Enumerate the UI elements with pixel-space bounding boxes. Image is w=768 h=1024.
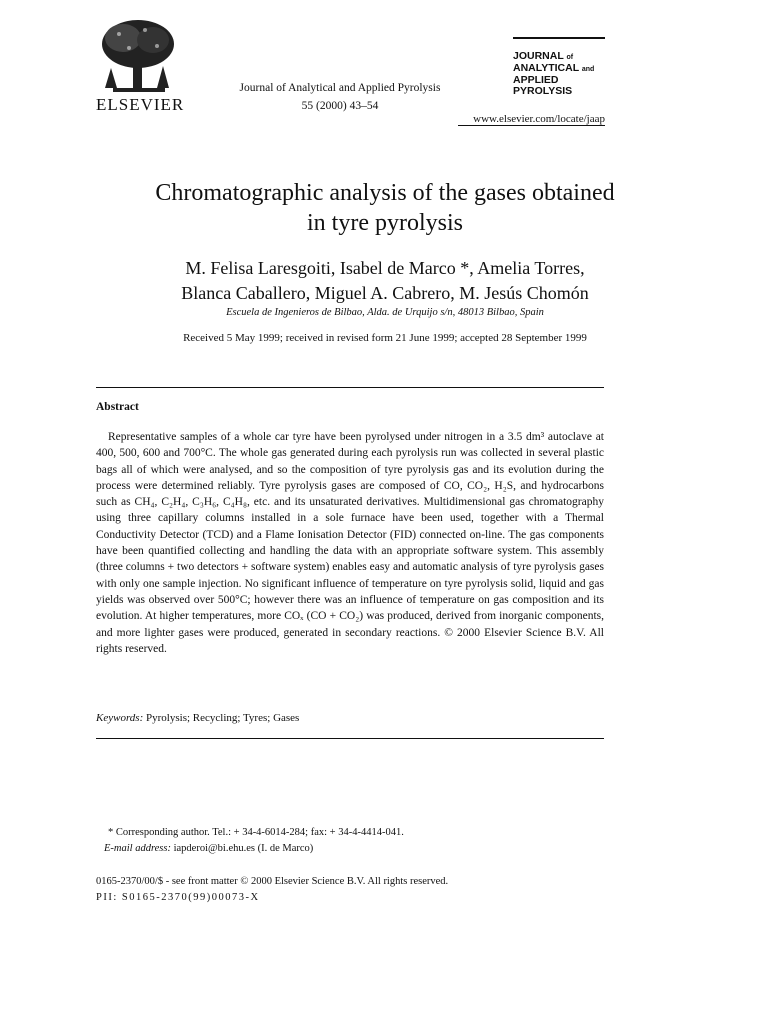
- article-title: [60, 178, 710, 238]
- author-list: [60, 256, 710, 306]
- brand-rule: [513, 37, 605, 39]
- received-dates: Received 5 May 1999; received in revised form 21 June 1999; accepted 28 September 1999: [183, 332, 587, 344]
- journal-citation: [180, 79, 500, 115]
- brand-of: of: [566, 54, 574, 61]
- brand-and: and: [581, 66, 595, 73]
- abstract-heading: Abstract: [96, 401, 139, 413]
- issn-line: 0165-2370/00/$ - see front matter © 2000 Elsevier Science B.V. All rights reserved.: [96, 876, 449, 887]
- keywords-label: Keywords:: [96, 712, 144, 724]
- brand-analytical: ANALYTICAL: [513, 62, 579, 74]
- abstract-text: Representative samples of a whole car tyre have been pyrolysed under nitrogen in a 3.5 dm³ autoclave at 400, 500, 600 and 700°C. The whole gas generated during each pyrolysis run was collected in several plastic bags all of which were analysed, and so the composition of tyre pyrolysis gas and its evolution during the process were determined reliably. Tyre pyrolysis gases are composed of CO, CO₂, H₂S, and hydrocarbons such as CH₄, C₂H₄, C₃H₆, C₄H₈, etc. and its unsaturated derivatives. Multidimensional gas chromatography using three capillary columns installed in a sole furnace have been used, together with a Thermal Conductivity Detector (TCD) and a Flame Ionisation Detector (FID) connected on-line. The gas components have been quantified collecting and handling the data with an appropriate software system. This assembly (three columns + two detectors + software system) enables easy and automatic analysis of tyre pyrolysis gases with only one sample injection. No significant influence of temperature on tyre pyrolysis solid, liquid and gas yields was observed over 500°C; however there was an influence of temperature on gas composition and its evolution. At higher temperatures, more COₓ (CO + CO₂) was produced, derived from inorganic components, and more lighter gases were produced, generated in secondary reactions. © 2000 Elsevier Science B.V. All rights reserved.: [96, 431, 604, 655]
- journal-brand: [513, 51, 609, 97]
- top-divider: [96, 387, 604, 388]
- elsevier-tree-logo: [93, 16, 183, 96]
- copyright-block: [96, 874, 448, 906]
- brand-applied-pyrolysis: APPLIED PYROLYSIS: [513, 74, 573, 97]
- email-address[interactable]: iapderoi@bi.ehu.es (I. de Marco): [173, 843, 314, 854]
- corresponding-author-footnote: [96, 825, 604, 857]
- publisher-name: ELSEVIER: [96, 95, 185, 114]
- authors-line-1: M. Felisa Laresgoiti, Isabel de Marco *, Amelia Torres,: [185, 258, 585, 278]
- title-line-1: Chromatographic analysis of the gases obtained: [155, 180, 615, 206]
- corresponding-author: * Corresponding author. Tel.: + 34-4-6014-284; fax: + 34-4-4414-041.: [108, 827, 404, 838]
- keywords: [96, 712, 299, 724]
- url-rule: [458, 125, 605, 126]
- keywords-value: Pyrolysis; Recycling; Tyres; Gases: [146, 712, 300, 724]
- email-label: E-mail address:: [104, 843, 171, 854]
- journal-url[interactable]: www.elsevier.com/locate/jaap: [473, 113, 605, 125]
- bottom-divider: [96, 738, 604, 739]
- affiliation: Escuela de Ingenieros de Bilbao, Alda. de Urquijo s/n, 48013 Bilbao, Spain: [226, 307, 544, 318]
- abstract-body: [96, 429, 604, 657]
- journal-volume: 55 (2000) 43–54: [301, 100, 379, 112]
- journal-name: Journal of Analytical and Applied Pyrolysis: [239, 82, 441, 94]
- authors-line-2: Blanca Caballero, Miguel A. Cabrero, M. Jesús Chomón: [181, 283, 589, 303]
- brand-journal: JOURNAL: [513, 50, 564, 62]
- pii-line: PII: S0165-2370(99)00073-X: [96, 892, 260, 903]
- title-line-2: in tyre pyrolysis: [307, 210, 463, 236]
